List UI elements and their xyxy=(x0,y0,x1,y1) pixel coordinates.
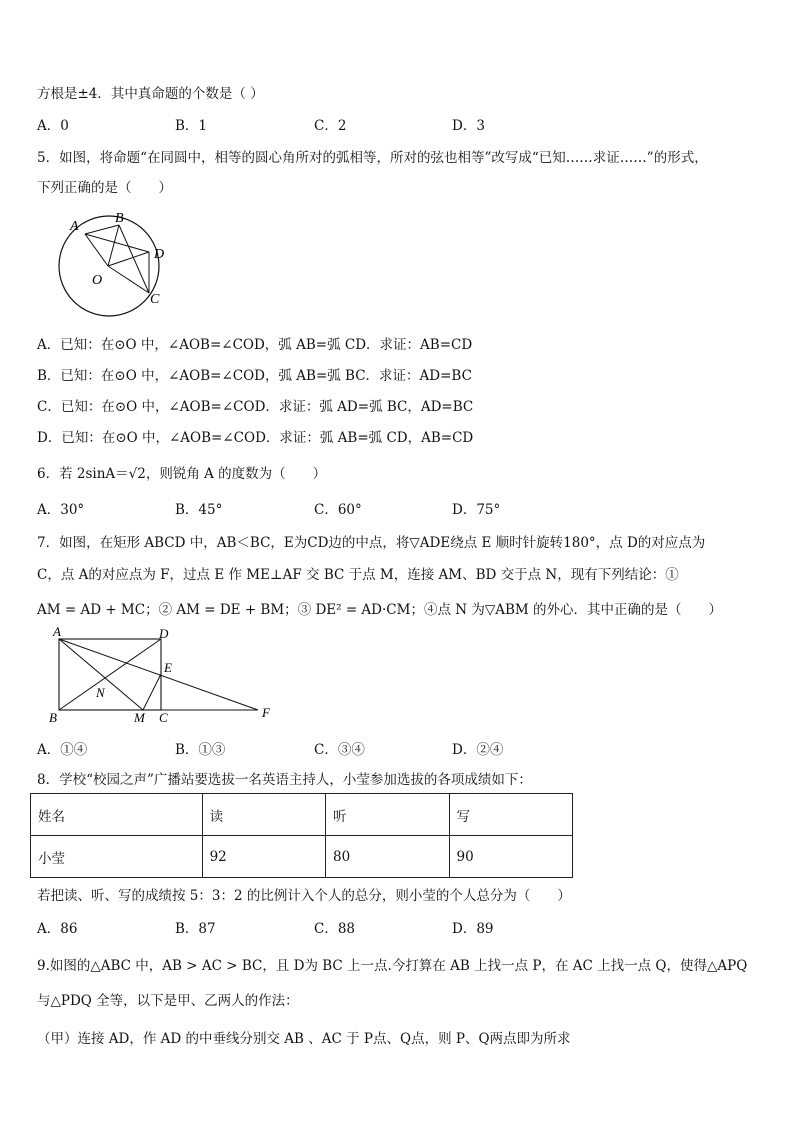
table-cell: 92 xyxy=(202,836,325,878)
q7-label-n: N xyxy=(96,685,105,700)
q8-after: 若把读、听、写的成绩按 5：3：2 的比例计入个人的总分，则小莹的个人总分为（ ） xyxy=(37,888,571,904)
q8-option-c[interactable]: C．88 xyxy=(314,921,356,937)
q8-option-a[interactable]: A．86 xyxy=(37,921,78,937)
q6-option-d[interactable]: D．75° xyxy=(452,502,501,518)
q4-option-b[interactable]: B．1 xyxy=(175,118,208,134)
q7-option-c[interactable]: C．③④ xyxy=(314,742,365,758)
q9-line1: 9.如图的△ABC 中，AB > AC > BC，且 D为 BC 上一点.今打算在 AB 上找一点 P，在 AC 上找一点 Q，使得△APQ xyxy=(37,958,748,974)
q6-option-b[interactable]: B．45° xyxy=(175,502,223,518)
table-header-cell: 姓名 xyxy=(31,794,203,836)
q6-option-a[interactable]: A．30° xyxy=(37,502,85,518)
q5-label-c: C xyxy=(150,292,160,307)
q6-stem: 6．若 2sinA＝√2，则锐角 A 的度数为（ ） xyxy=(37,466,327,482)
q7-line2: C，点 A的对应点为 F，过点 E 作 ME⊥AF 交 BC 于点 M，连接 AM、BD 交于点 N，现有下列结论：① xyxy=(37,567,679,583)
q7-option-b[interactable]: B．①③ xyxy=(175,742,226,758)
q8-option-b[interactable]: B．87 xyxy=(175,921,216,937)
q9-line3: （甲）连接 AD，作 AD 的中垂线分别交 AB 、AC 于 P点、Q点，则 P、Q两点即为所求 xyxy=(37,1031,571,1047)
q8-score-table xyxy=(30,793,573,878)
q6-option-c[interactable]: C．60° xyxy=(314,502,362,518)
q8-stem: 8．学校“校园之声”广播站要选拔一名英语主持人，小莹参加选拔的各项成绩如下： xyxy=(37,772,532,788)
q5-circle-figure xyxy=(50,208,180,318)
q7-label-f: F xyxy=(262,705,270,720)
q5-option-c[interactable]: C．已知：在⊙O 中，∠AOB=∠COD．求证：弧 AD=弧 BC，AD=BC xyxy=(37,399,474,415)
table-row xyxy=(31,836,573,878)
q5-stem-line2: 下列正确的是（ ） xyxy=(37,180,172,196)
q5-label-d: D xyxy=(154,247,165,262)
q4-option-d[interactable]: D．3 xyxy=(452,118,485,134)
q7-label-b: B xyxy=(49,710,57,725)
q7-option-d[interactable]: D．②④ xyxy=(452,742,504,758)
table-header-cell: 写 xyxy=(449,794,573,836)
q9-line2: 与△PDQ 全等，以下是甲、乙两人的作法： xyxy=(37,993,299,1009)
q7-label-e: E xyxy=(164,660,172,675)
table-cell: 小莹 xyxy=(31,836,203,878)
q4-tail: 方根是±4．其中真命题的个数是（ ） xyxy=(37,86,264,102)
q5-label-o: O xyxy=(92,273,103,288)
table-header-cell: 读 xyxy=(202,794,325,836)
q5-label-b: B xyxy=(115,211,124,226)
q7-label-a: A xyxy=(53,624,61,639)
table-header-cell: 听 xyxy=(326,794,449,836)
q7-label-c: C xyxy=(159,710,168,725)
q5-option-d[interactable]: D．已知：在⊙O 中，∠AOB=∠COD．求证：弧 AB=弧 CD，AB=CD xyxy=(37,430,474,446)
table-header-row xyxy=(31,794,573,836)
table-cell: 80 xyxy=(326,836,449,878)
q5-option-a[interactable]: A．已知：在⊙O 中，∠AOB=∠COD，弧 AB=弧 CD．求证：AB=CD xyxy=(37,337,473,353)
table-cell: 90 xyxy=(449,836,573,878)
q7-line1: 7．如图，在矩形 ABCD 中，AB＜BC，E为CD边的中点，将▽ADE绕点 E 顺时针旋转180°，点 D的对应点为 xyxy=(37,535,706,551)
q7-label-m: M xyxy=(134,710,145,725)
q4-option-c[interactable]: C．2 xyxy=(314,118,347,134)
q8-option-d[interactable]: D．89 xyxy=(452,921,494,937)
q4-option-a[interactable]: A．0 xyxy=(37,118,69,134)
q7-option-a[interactable]: A．①④ xyxy=(37,742,88,758)
q5-option-b[interactable]: B．已知：在⊙O 中，∠AOB=∠COD，弧 AB=弧 BC．求证：AD=BC xyxy=(37,368,472,384)
q7-label-d: D xyxy=(159,626,169,641)
q7-rectangle-figure xyxy=(45,624,280,726)
q5-label-a: A xyxy=(70,219,79,234)
q7-line3: AM = AD + MC；② AM = DE + BM；③ DE² = AD·CM；④点 N 为▽ABM 的外心．其中正确的是（ ） xyxy=(37,602,723,618)
q5-stem-line1: 5．如图，将命题“在同圆中，相等的圆心角所对的弧相等，所对的弦也相等”改写成“已知……求证……”的形式， xyxy=(37,150,708,166)
